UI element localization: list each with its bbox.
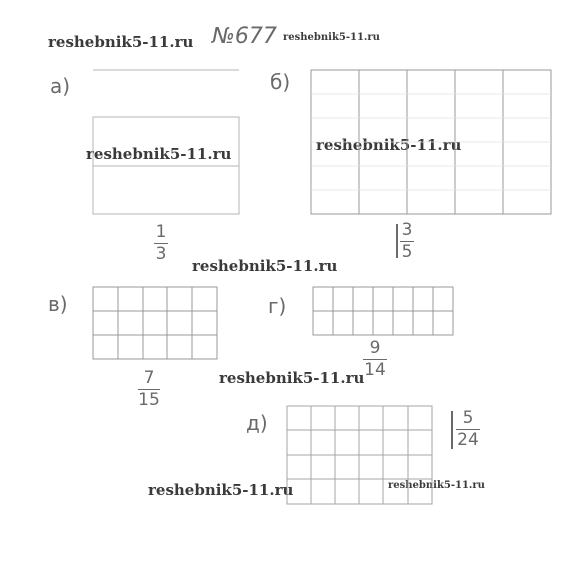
- watermark-top-small: reshebnik5-11.ru: [283, 32, 380, 43]
- watermark-bottom: reshebnik5-11.ru: [148, 481, 294, 499]
- label-v: в): [48, 292, 68, 316]
- fraction-d-numerator: 5: [462, 408, 474, 428]
- fraction-g-denominator: 14: [364, 360, 386, 380]
- watermark-top-left: reshebnik5-11.ru: [48, 33, 194, 51]
- figure-d: [287, 406, 432, 504]
- figure-v: [93, 287, 217, 359]
- label-g: г): [268, 294, 287, 318]
- fraction-v-denominator: 15: [138, 390, 160, 410]
- label-d: д): [246, 411, 268, 435]
- fraction-a-denominator: 3: [155, 244, 167, 264]
- figure-g: [313, 287, 453, 335]
- watermark-v: reshebnik5-11.ru: [219, 369, 365, 387]
- label-b: б): [270, 70, 291, 94]
- task-number: №677: [212, 24, 277, 49]
- fraction-b-denominator: 5: [401, 242, 413, 262]
- label-a: а): [50, 74, 71, 98]
- figure-b-grid: [311, 94, 551, 190]
- fraction-v: [136, 370, 162, 409]
- fraction-d: [454, 410, 482, 449]
- watermark-middle: reshebnik5-11.ru: [192, 257, 338, 275]
- fraction-a: [152, 224, 170, 263]
- watermark-b: reshebnik5-11.ru: [316, 136, 462, 154]
- fraction-v-numerator: 7: [143, 368, 155, 388]
- fraction-g-numerator: 9: [369, 338, 381, 358]
- fraction-a-numerator: 1: [155, 222, 167, 242]
- fraction-b-numerator: 3: [401, 220, 413, 240]
- fraction-d-mark: [451, 411, 453, 449]
- watermark-bottom-small: reshebnik5-11.ru: [388, 480, 485, 491]
- watermark-a: reshebnik5-11.ru: [86, 145, 232, 163]
- figure-a: [93, 70, 239, 214]
- fraction-d-denominator: 24: [457, 430, 479, 450]
- fraction-b: [398, 222, 416, 261]
- fraction-g: [361, 340, 389, 379]
